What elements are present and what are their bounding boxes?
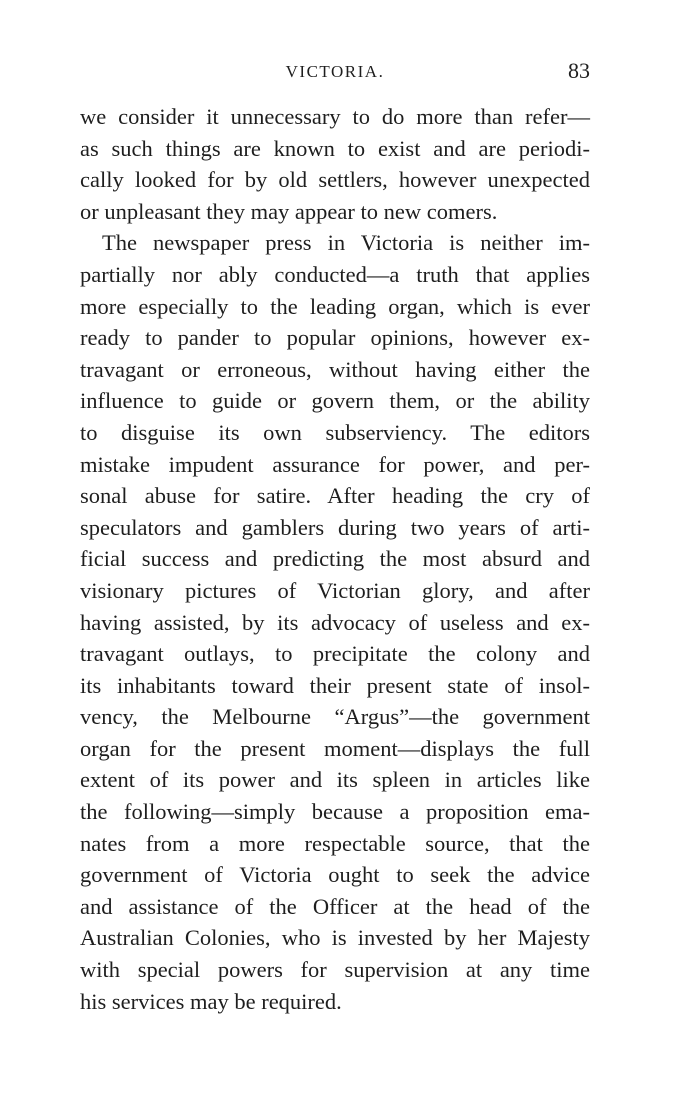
text-line: government of Victoria ought to seek the advice <box>80 862 590 888</box>
text-line: we consider it unnecessary to do more than refer— <box>80 104 590 129</box>
text-line: Australian Colonies, who is invested by her Majesty <box>80 925 590 951</box>
text-line: travagant or erroneous, without having either the <box>80 356 590 382</box>
text-line: mistake impudent assurance for power, and per- <box>80 451 590 477</box>
text-line: vency, the Melbourne “Argus”—the government <box>80 704 590 730</box>
text-line: as such things are known to exist and are periodi- <box>80 135 590 161</box>
text-line: having assisted, by its advocacy of useless and ex- <box>80 609 590 635</box>
text-line: sonal abuse for satire. After heading the cry of <box>80 483 590 509</box>
running-head <box>80 58 590 90</box>
text-line: partially nor ably conducted—a truth that applies <box>80 261 590 287</box>
text-line: ready to pander to popular opinions, however ex- <box>80 325 590 351</box>
text-line: speculators and gamblers during two years of arti- <box>80 514 590 540</box>
text-line: ficial success and predicting the most absurd and <box>80 546 590 572</box>
text-line: extent of its power and its spleen in articles like <box>80 767 590 793</box>
body-text <box>80 101 590 1017</box>
text-line: travagant outlays, to precipitate the colony and <box>80 641 590 667</box>
text-line: to disguise its own subserviency. The editors <box>80 419 590 445</box>
text-line: cally looked for by old settlers, however unexpected <box>80 167 590 193</box>
running-title: VICTORIA. <box>285 62 385 81</box>
page-number: 83 <box>568 58 590 83</box>
text-line: influence to guide or govern them, or the ability <box>80 388 590 414</box>
text-line: more especially to the leading organ, which is ever <box>80 293 590 319</box>
text-line: its inhabitants toward their present state of insol- <box>80 672 590 698</box>
text-line: nates from a more respectable source, that the <box>80 830 590 856</box>
text-line: visionary pictures of Victorian glory, and after <box>80 577 590 603</box>
text-line: with special powers for supervision at any time <box>80 957 590 983</box>
text-line: his services may be required. <box>80 988 342 1014</box>
text-line: or unpleasant they may appear to new comers. <box>80 198 498 224</box>
text-line: organ for the present moment—displays the full <box>80 735 590 761</box>
text-line: The newspaper press in Victoria is neither im- <box>102 230 590 256</box>
text-line: the following—simply because a proposition ema- <box>80 799 590 825</box>
text-line: and assistance of the Officer at the head of the <box>80 893 590 919</box>
